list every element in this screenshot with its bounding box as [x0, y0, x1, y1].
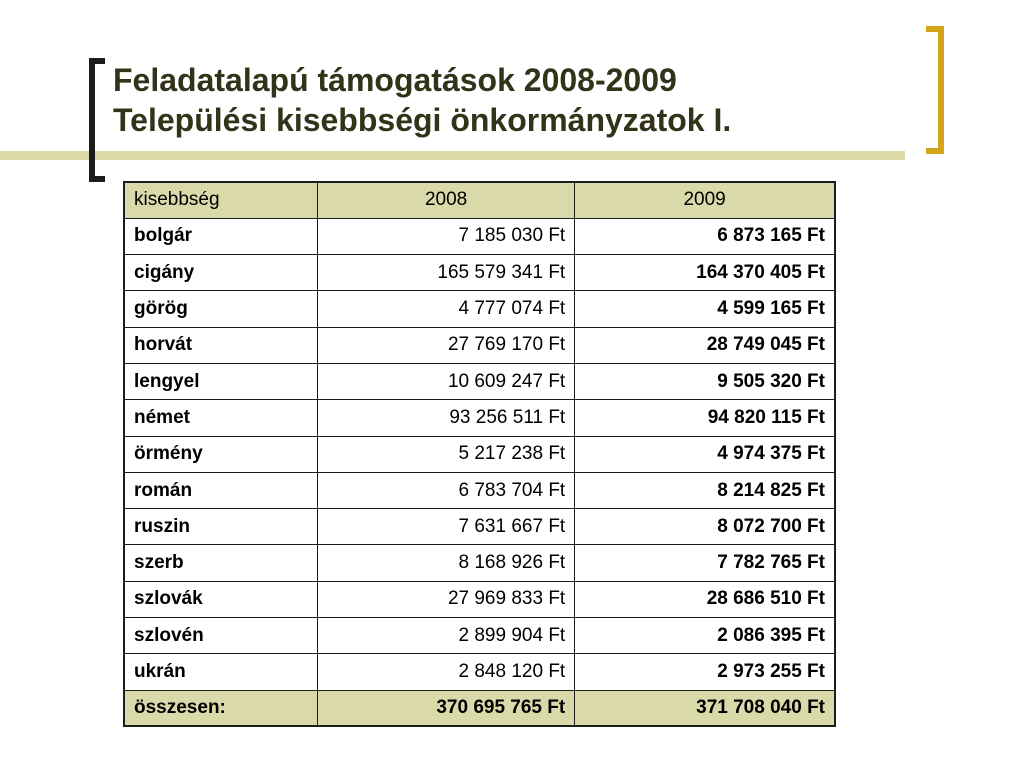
minority-name-cell: ruszin — [124, 509, 317, 545]
amount-2008-cell: 4 777 074 Ft — [317, 291, 574, 327]
minority-name-cell: görög — [124, 291, 317, 327]
amount-2009-cell: 164 370 405 Ft — [575, 255, 835, 291]
amount-2008-cell: 7 631 667 Ft — [317, 509, 574, 545]
amount-2009-cell: 4 974 375 Ft — [575, 436, 835, 472]
amount-2008-cell: 6 783 704 Ft — [317, 472, 574, 508]
table-row — [124, 291, 835, 327]
amount-2009-cell: 7 782 765 Ft — [575, 545, 835, 581]
table-row — [124, 400, 835, 436]
amount-2009-cell: 2 086 395 Ft — [575, 618, 835, 654]
amount-2009-cell: 4 599 165 Ft — [575, 291, 835, 327]
table-row — [124, 545, 835, 581]
funding-table — [123, 181, 836, 727]
amount-2008-cell: 27 969 833 Ft — [317, 581, 574, 617]
header-minority: kisebbség — [124, 182, 317, 218]
table-row — [124, 618, 835, 654]
total-label-cell: összesen: — [124, 690, 317, 726]
amount-2009-cell: 28 749 045 Ft — [575, 327, 835, 363]
amount-2009-cell: 94 820 115 Ft — [575, 400, 835, 436]
amount-2009-cell: 8 072 700 Ft — [575, 509, 835, 545]
amount-2009-cell: 2 973 255 Ft — [575, 654, 835, 690]
minority-name-cell: cigány — [124, 255, 317, 291]
minority-name-cell: szerb — [124, 545, 317, 581]
minority-name-cell: szlovák — [124, 581, 317, 617]
minority-name-cell: román — [124, 472, 317, 508]
table-row — [124, 654, 835, 690]
amount-2009-cell: 8 214 825 Ft — [575, 472, 835, 508]
amount-2009-cell: 28 686 510 Ft — [575, 581, 835, 617]
table-row — [124, 363, 835, 399]
left-bracket-decoration — [89, 58, 105, 182]
table-row — [124, 472, 835, 508]
accent-band — [0, 151, 905, 160]
header-2008: 2008 — [317, 182, 574, 218]
table-row — [124, 509, 835, 545]
amount-2008-cell: 93 256 511 Ft — [317, 400, 574, 436]
title-line-2: Települési kisebbségi önkormányzatok I. — [113, 102, 732, 138]
minority-name-cell: bolgár — [124, 218, 317, 254]
table-row — [124, 327, 835, 363]
amount-2008-cell: 165 579 341 Ft — [317, 255, 574, 291]
minority-name-cell: ukrán — [124, 654, 317, 690]
minority-name-cell: örmény — [124, 436, 317, 472]
right-bracket-decoration — [926, 26, 944, 154]
title-line-1: Feladatalapú támogatások 2008-2009 — [113, 62, 677, 98]
minority-name-cell: lengyel — [124, 363, 317, 399]
minority-name-cell: német — [124, 400, 317, 436]
table-row — [124, 255, 835, 291]
total-2008-cell: 370 695 765 Ft — [317, 690, 574, 726]
table-row — [124, 218, 835, 254]
total-row — [124, 690, 835, 726]
amount-2008-cell: 5 217 238 Ft — [317, 436, 574, 472]
amount-2009-cell: 9 505 320 Ft — [575, 363, 835, 399]
total-2009-cell: 371 708 040 Ft — [575, 690, 835, 726]
amount-2008-cell: 27 769 170 Ft — [317, 327, 574, 363]
table-row — [124, 581, 835, 617]
slide-title — [113, 60, 731, 140]
amount-2008-cell: 8 168 926 Ft — [317, 545, 574, 581]
minority-name-cell: szlovén — [124, 618, 317, 654]
header-2009: 2009 — [575, 182, 835, 218]
table-body — [124, 218, 835, 726]
amount-2009-cell: 6 873 165 Ft — [575, 218, 835, 254]
minority-name-cell: horvát — [124, 327, 317, 363]
amount-2008-cell: 2 899 904 Ft — [317, 618, 574, 654]
table-row — [124, 436, 835, 472]
table-header-row — [124, 182, 835, 218]
amount-2008-cell: 7 185 030 Ft — [317, 218, 574, 254]
amount-2008-cell: 2 848 120 Ft — [317, 654, 574, 690]
amount-2008-cell: 10 609 247 Ft — [317, 363, 574, 399]
